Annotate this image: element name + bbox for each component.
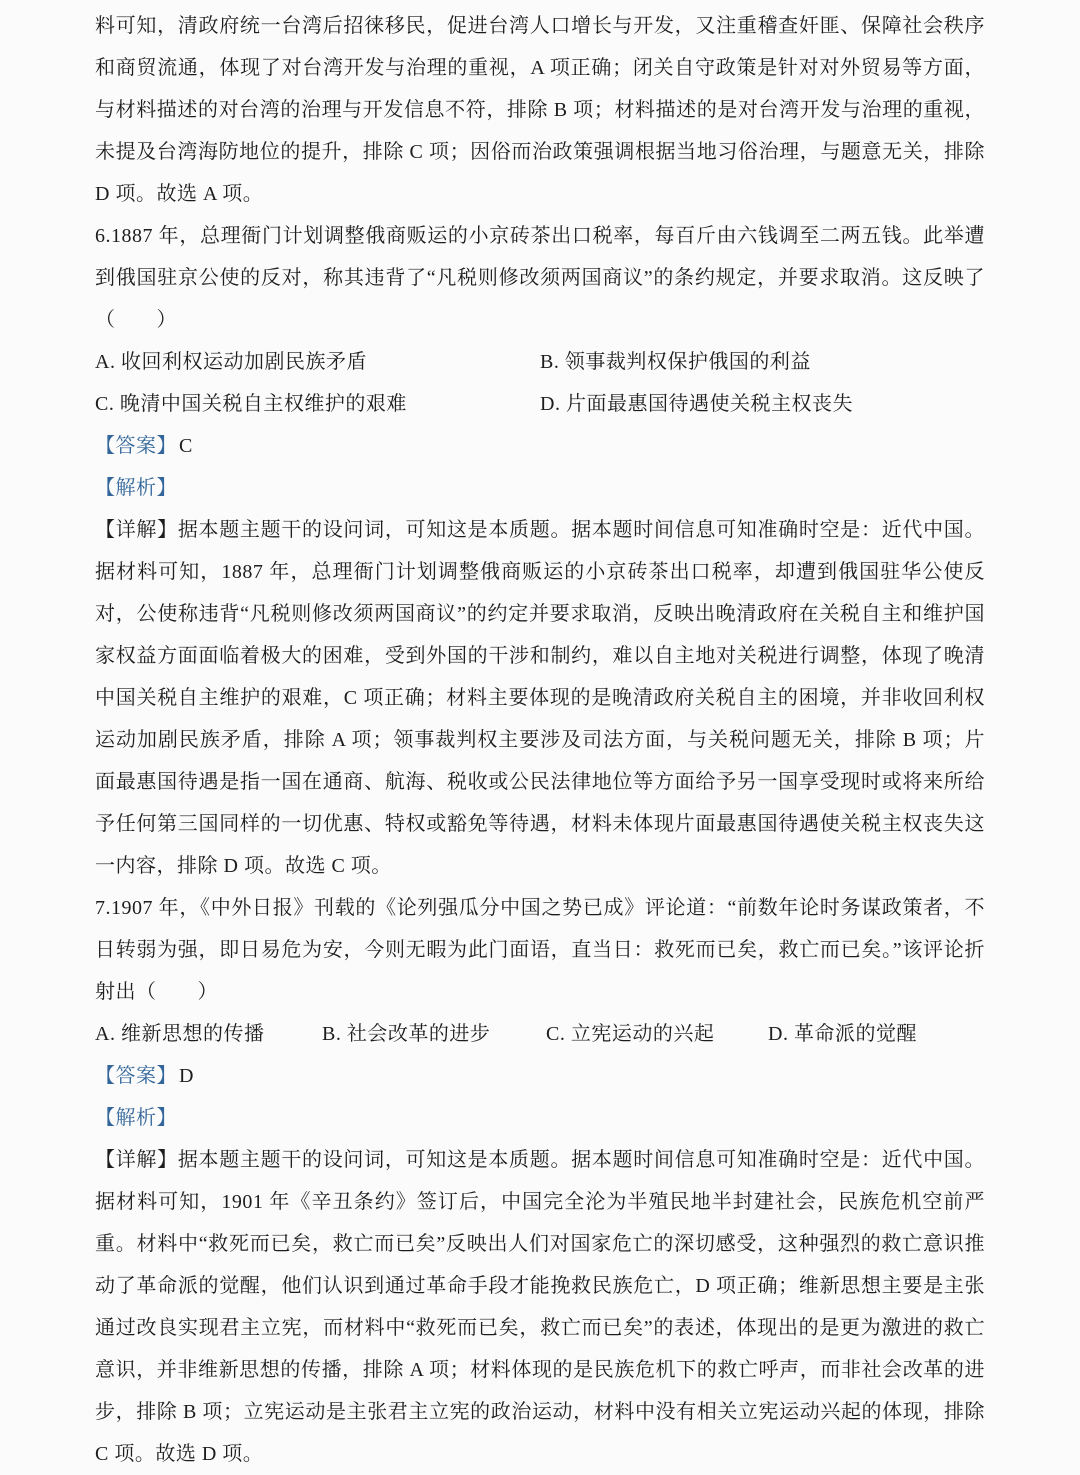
- question-7-analysis-line: [95, 1097, 985, 1139]
- question-6-option-c: C. 晚清中国关税自主权维护的艰难: [95, 393, 407, 415]
- question-6-stem: 6.1887 年，总理衙门计划调整俄商贩运的小京砖茶出口税率，每百斤由六钱调至二两五钱。此举遭到俄国驻京公使的反对，称其违背了“凡税则修改须两国商议”的条约规定，并要求取消。这反映了（ ）: [95, 225, 985, 331]
- analysis-label: 【解析】: [95, 477, 177, 499]
- question-6-options: [95, 341, 985, 425]
- question-6-explanation-text: 据本题主题干的设问词，可知这是本质题。据本题时间信息可知准确时空是：近代中国。据材料可知，1887 年，总理衙门计划调整俄商贩运的小京砖茶出口税率，却遭到俄国驻华公使反对，公使称违背“凡税则修改须两国商议”的约定并要求取消，反映出晚清政府在关税自主和维护国家权益方面面临着极大的困难，受到外国的干涉和制约，难以自主地对关税进行调整，体现了晚清中国关税自主维护的艰难，C 项正确；材料主要体现的是晚清政府关税自主的困境，并非收回利权运动加剧民族矛盾，排除 A 项；领事裁判权主要涉及司法方面，与关税问题无关，排除 B 项；片面最惠国待遇是指一国在通商、航海、税收或公民法律地位等方面给予另一国享受现时或将来所给予任何第三国同样的一切优惠、特权或豁免等待遇，材料未体现片面最惠国待遇使关税主权丧失这一内容，排除 D 项。故选 C 项。: [95, 519, 986, 877]
- question-7-option-c: C. 立宪运动的兴起: [546, 1023, 715, 1045]
- question-7-options: [95, 1013, 985, 1055]
- question-6-option-b: B. 领事裁判权保护俄国的利益: [540, 351, 811, 373]
- question-7-explanation: [95, 1139, 985, 1475]
- question-6-explanation: [95, 509, 985, 887]
- question-7-option-a: A. 维新思想的传播: [95, 1023, 265, 1045]
- answer-label: 【答案】: [95, 435, 177, 457]
- question-7-option-d: D. 革命派的觉醒: [768, 1023, 917, 1045]
- question-6-block: [95, 215, 985, 887]
- detail-label: 【详解】: [95, 1149, 178, 1171]
- question-7-explanation-text: 据本题主题干的设问词，可知这是本质题。据本题时间信息可知准确时空是：近代中国。据材料可知，1901 年《辛丑条约》签订后，中国完全沦为半殖民地半封建社会，民族危机空前严重。材料中“救死而已矣，救亡而已矣”反映出人们对国家危亡的深切感受，这种强烈的救亡意识推动了革命派的觉醒，他们认识到通过革命手段才能挽救民族危亡，D 项正确；维新思想主要是主张通过改良实现君主立宪，而材料中“救死而已矣，救亡而已矣”的表述，体现出的是更为激进的救亡意识，并非维新思想的传播，排除 A 项；材料体现的是民族危机下的救亡呼声，而非社会改革的进步，排除 B 项；立宪运动是主张君主立宪的政治运动，材料中没有相关立宪运动兴起的体现，排除 C 项。故选 D 项。: [95, 1149, 986, 1465]
- answer-label: 【答案】: [95, 1065, 177, 1087]
- analysis-label: 【解析】: [95, 1107, 177, 1129]
- question-6-option-a: A. 收回利权运动加剧民族矛盾: [95, 351, 367, 373]
- question-7-answer-line: [95, 1055, 985, 1097]
- detail-label: 【详解】: [95, 519, 178, 541]
- question-6-option-d: D. 片面最惠国待遇使关税主权丧失: [540, 393, 853, 415]
- question-6-answer-value: C: [179, 435, 193, 457]
- question-7-answer-value: D: [179, 1065, 194, 1087]
- question-7-option-b: B. 社会改革的进步: [322, 1023, 491, 1045]
- question-6-analysis-line: [95, 467, 985, 509]
- question-6-answer-line: [95, 425, 985, 467]
- question-7-block: [95, 887, 985, 1475]
- previous-question-explanation-continued: 料可知，清政府统一台湾后招徕移民，促进台湾人口增长与开发，又注重稽查奸匪、保障社会秩序和商贸流通，体现了对台湾开发与治理的重视，A 项正确；闭关自守政策是针对对外贸易等方面，与材料描述的对台湾的治理与开发信息不符，排除 B 项；材料描述的是对台湾开发与治理的重视，未提及台湾海防地位的提升，排除 C 项；因俗而治政策强调根据当地习俗治理，与题意无关，排除 D 项。故选 A 项。: [95, 15, 985, 205]
- question-7-stem: 7.1907 年，《中外日报》刊载的《论列强瓜分中国之势已成》评论道：“前数年论时务谋政策者，不日转弱为强，即日易危为安，今则无暇为此门面语，直当日：救死而已矣，救亡而已矣。”该评论折射出（ ）: [95, 897, 985, 1003]
